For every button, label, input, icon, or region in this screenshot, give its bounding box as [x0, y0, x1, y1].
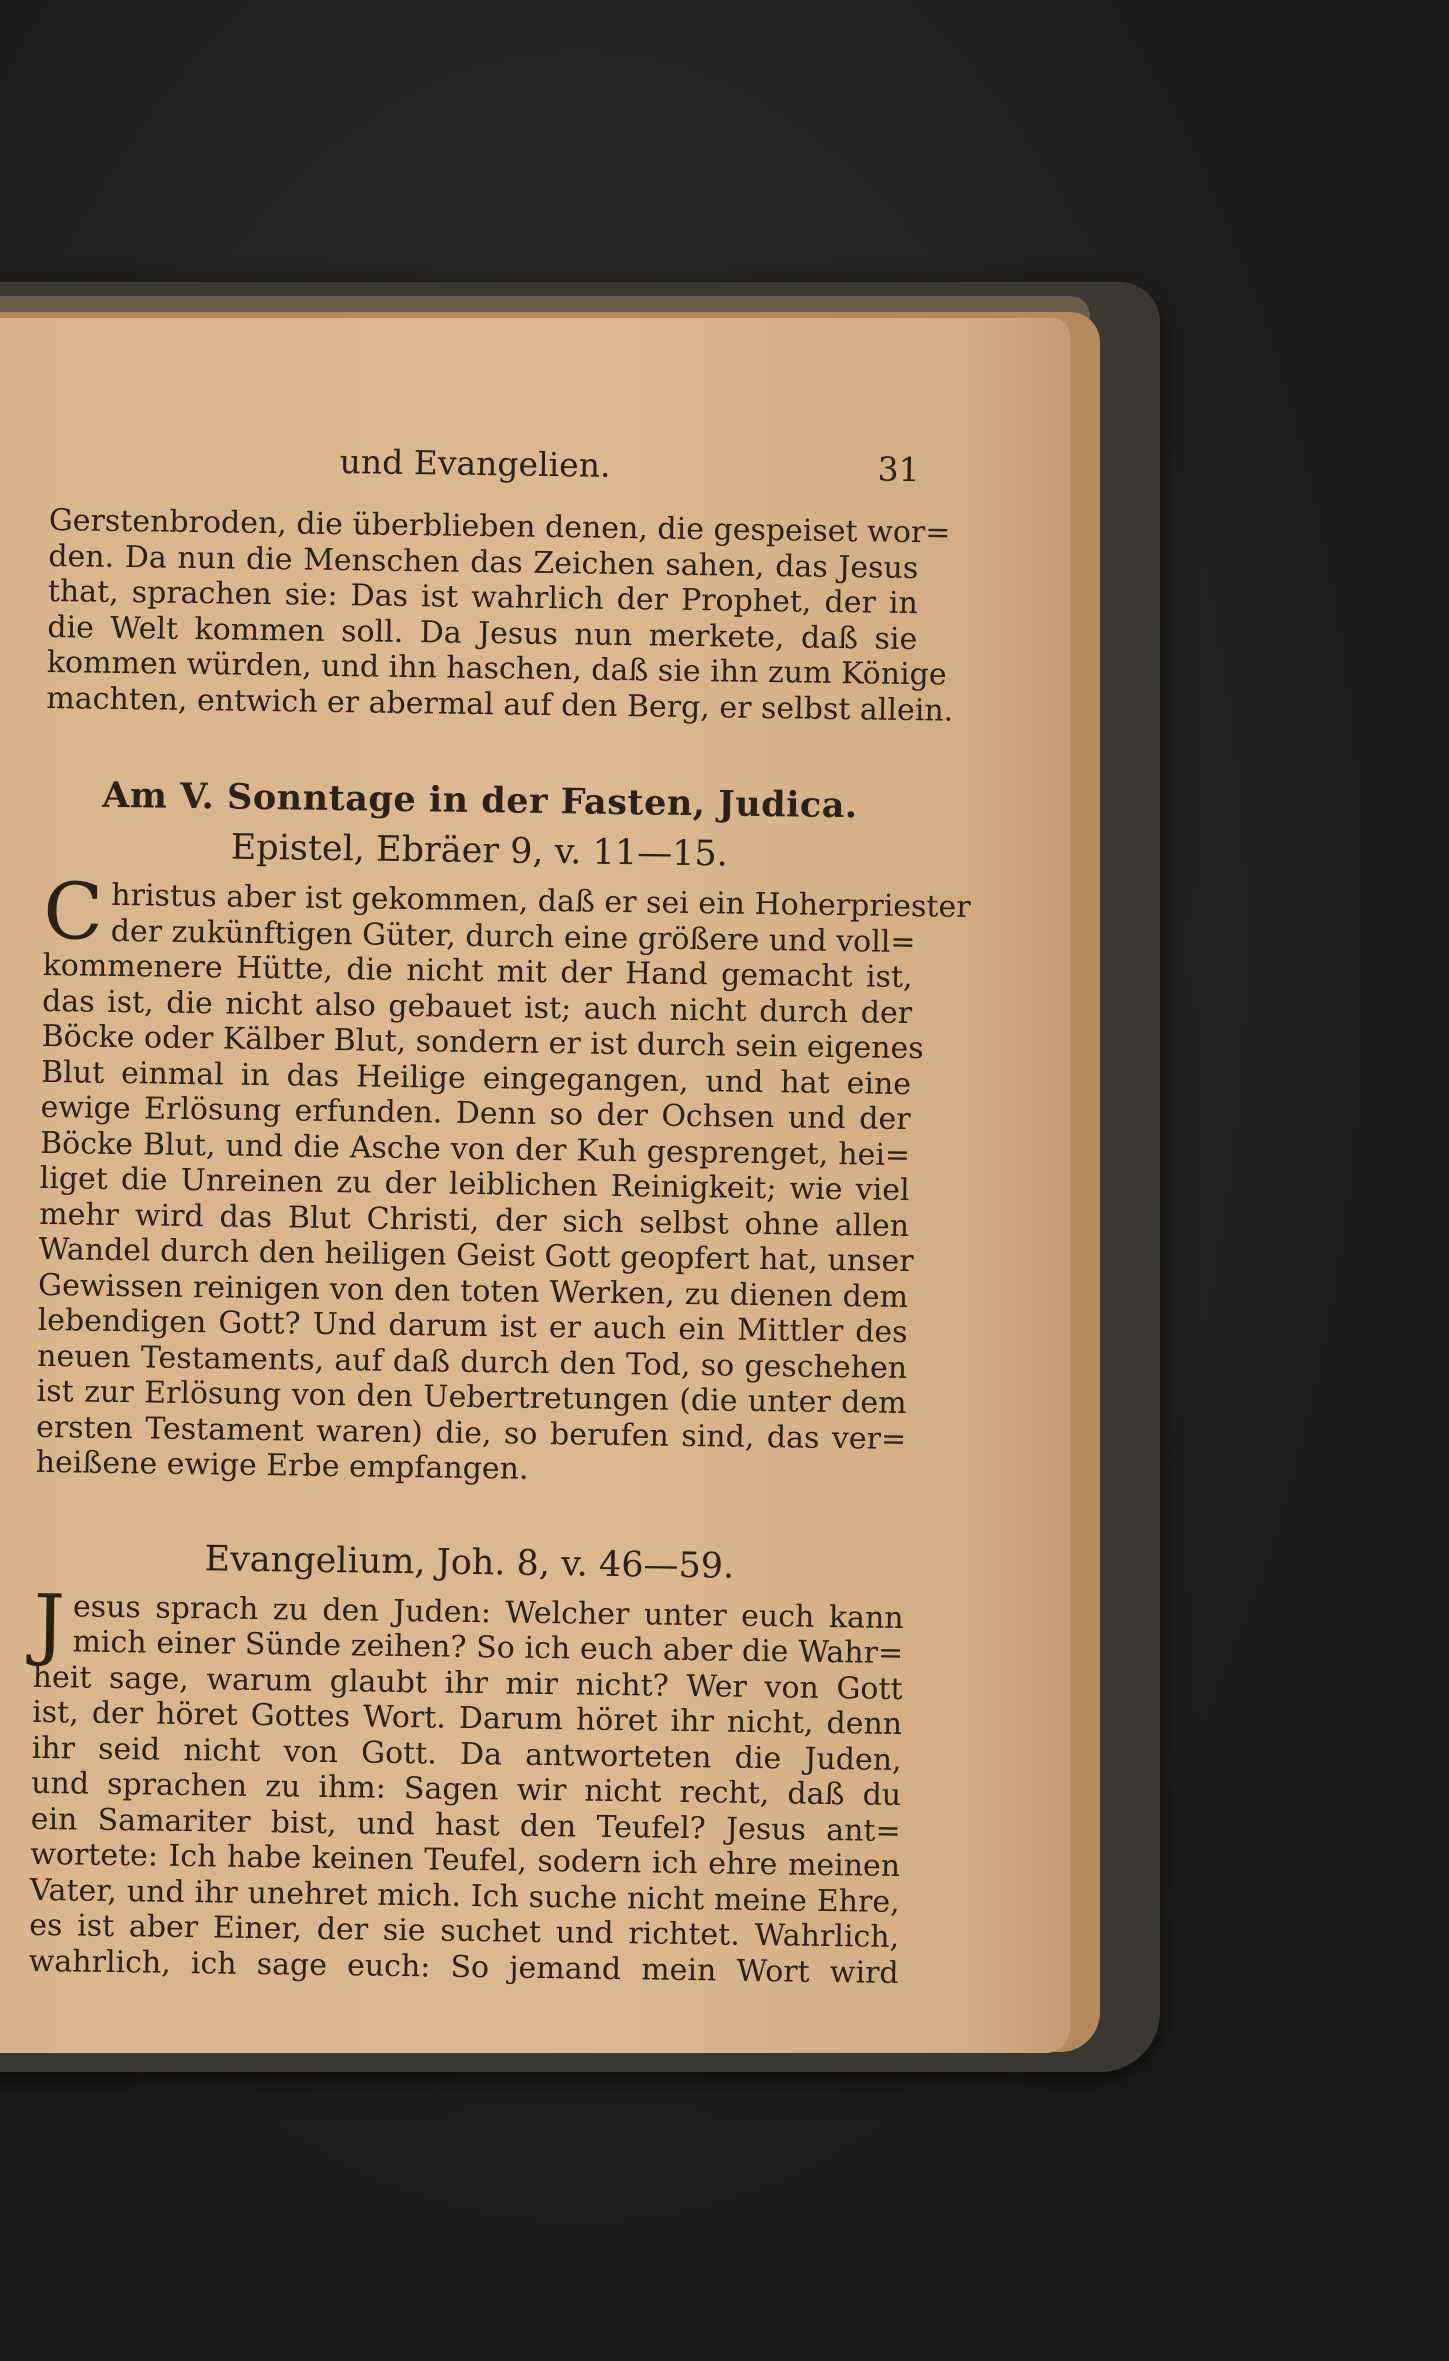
text-line: ewige Erlösung erfunden. Denn so der Ochsen und der — [40, 1089, 911, 1138]
text-line: lebendigen Gott? Und darum ist er auch ein Mittler des — [37, 1302, 908, 1351]
text-line: mich einer Sünde zeihen? So ich euch aber die Wahr= — [72, 1624, 904, 1672]
text-line: wahrlich, ich sage euch: So jemand mein Wort wird — [28, 1943, 899, 1991]
text-line: der zukünftigen Güter, durch eine größere und voll= — [110, 913, 916, 960]
text-line: es ist aber Einer, der sie suchet und richtet. Wahrlich, — [28, 1907, 900, 1956]
page-number: 31 — [877, 449, 920, 490]
text-line: mehr wird das Blut Christi, der sich selbst ohne allen — [38, 1196, 910, 1244]
text-line: machten, entwich er abermal auf den Berg, er selbst allein. — [46, 680, 954, 729]
text-line: den. Da nun die Menschen das Zeichen sahen, das Jesus — [48, 538, 919, 586]
text-line: Wandel durch den heiligen Geist Gott geopfert hat, unser — [38, 1231, 914, 1280]
text-line: Gewissen reinigen von den toten Werken, zu dienen dem — [37, 1267, 909, 1315]
text-line: die Welt kommen soll. Da Jesus nun merkete, daß sie — [47, 609, 918, 657]
text-line: neuen Testaments, auf daß durch den Tod, so geschehen — [36, 1338, 908, 1386]
text-line: Blut einmal in das Heilige eingegangen, und hat eine — [40, 1054, 912, 1102]
text-line: ist zur Erlösung von den Uebertretungen (die unter dem — [36, 1373, 907, 1422]
epistle-paragraph — [35, 866, 971, 1493]
book-page — [0, 318, 1070, 2053]
text-line: ersten Testament waren) die, so berufen sind, das ver= — [35, 1409, 907, 1457]
text-line: that, sprachen sie: Das ist wahrlich der Prophet, der in — [47, 573, 919, 622]
gospel-title: Evangelium, Joh. 8, v. 46—59. — [204, 1538, 735, 1587]
text-line: heit sage, warum glaubt ihr mir nicht? Wer von Gott — [32, 1659, 903, 1707]
epistle-title: Epistel, Ebräer 9, v. 11—15. — [230, 827, 729, 875]
text-line: kommen würden, und ihn haschen, daß sie ihn zum Könige — [46, 644, 947, 693]
text-line: wortete: Ich habe keinen Teufel, sodern ich ehre meinen — [29, 1836, 901, 1885]
text-line: Gerstenbroden, die überblieben denen, die gespeiset wor= — [48, 502, 951, 551]
running-title: und Evangelien. — [339, 442, 611, 485]
drop-cap: J — [32, 1578, 66, 1669]
text-line: esus sprach zu den Juden: Welcher unter euch kann — [72, 1588, 904, 1636]
text-line: und sprachen zu ihm: Sagen wir nicht recht, daß du — [30, 1765, 902, 1814]
text-line: das ist, die nicht also gebauet ist; auch nicht durch der — [41, 983, 913, 1031]
text-line: hristus aber ist gekommen, daß er sei ein Hoherpriester — [111, 877, 971, 925]
text-line: ein Samariter bist, und hast den Teufel? Jesus ant= — [30, 1801, 901, 1849]
text-line: liget die Unreinen zu der leiblichen Reinigkeit; wie viel — [39, 1160, 910, 1209]
page-content — [28, 438, 971, 1991]
drop-cap: C — [42, 866, 104, 958]
running-header — [49, 438, 919, 489]
gospel-paragraph — [28, 1578, 904, 1991]
text-line: kommenere Hütte, die nicht mit der Hand gemacht ist, — [42, 947, 913, 996]
section-heading: Am V. Sonntage in der Fasten, Judica. — [102, 774, 858, 827]
text-line: ihr seid nicht von Gott. Da antworteten die Juden, — [31, 1730, 902, 1778]
text-line: ist, der höret Gottes Wort. Darum höret ihr nicht, denn — [31, 1694, 903, 1743]
text-line: heißene ewige Erbe empfangen. — [35, 1444, 529, 1487]
text-line: Vater, und ihr unehret mich. Ich suche nicht meine Ehre, — [29, 1872, 900, 1920]
text-line: Böcke oder Kälber Blut, sondern er ist durch sein eigenes — [41, 1018, 924, 1067]
intro-paragraph — [46, 502, 954, 729]
text-line: Böcke Blut, und die Asche von der Kuh gesprenget, hei= — [39, 1125, 911, 1173]
